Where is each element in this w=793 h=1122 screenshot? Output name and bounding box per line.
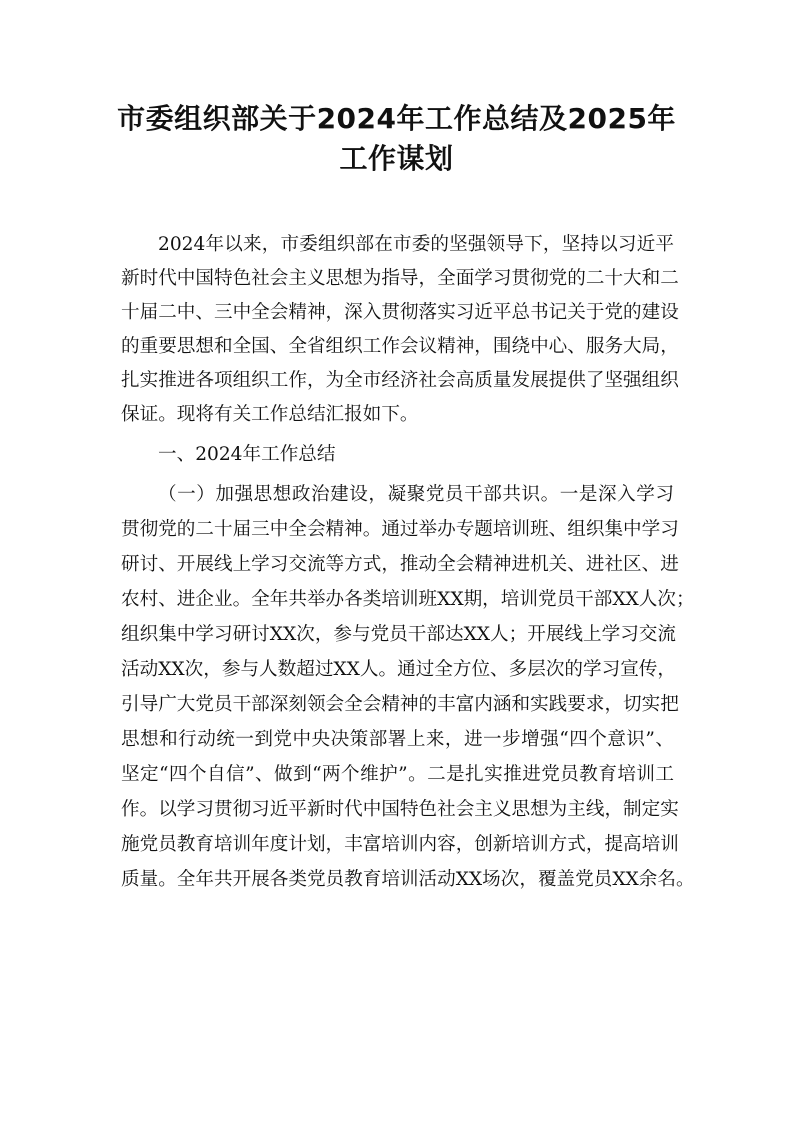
- document-title-line-2: 工作谋划: [339, 142, 454, 175]
- paragraph-1-line-5: 扎实推进各项组织工作，为全市经济社会高质量发展提供了坚强组织: [121, 370, 679, 391]
- paragraph-2-line-1: （一）加强思想政治建设，凝聚党员干部共识。一是深入学习: [158, 484, 674, 505]
- paragraph-2-line-4: 农村、进企业。全年共举办各类培训班XX期，培训党员干部XX人次；: [121, 589, 695, 610]
- paragraph-2-line-9: 坚定“四个自信”、做到“两个维护”。二是扎实推进党员教育培训工: [121, 764, 674, 785]
- document-title-line-1: 市委组织部关于2024年工作总结及2025年: [117, 102, 676, 135]
- paragraph-2-line-5: 组织集中学习研讨XX次，参与党员干部达XX人；开展线上学习交流: [121, 624, 676, 645]
- paragraph-2-line-8: 思想和行动统一到党中央决策部署上来，进一步增强“四个意识”、: [121, 729, 674, 750]
- paragraph-1-line-6: 保证。现将有关工作总结汇报如下。: [121, 404, 419, 425]
- paragraph-2-line-10: 作。以学习贯彻习近平新时代中国特色社会主义思想为主线，制定实: [121, 799, 679, 820]
- section-1-heading: 一、2024年工作总结: [158, 444, 336, 465]
- paragraph-1-line-2: 新时代中国特色社会主义思想为指导，全面学习贯彻党的二十大和二: [121, 268, 679, 289]
- paragraph-1-line-4: 的重要思想和全国、全省组织工作会议精神，围绕中心、服务大局，: [121, 336, 679, 357]
- paragraph-1-line-3: 十届二中、三中全会精神，深入贯彻落实习近平总书记关于党的建设: [121, 302, 679, 323]
- paragraph-2-line-11: 施党员教育培训年度计划，丰富培训内容，创新培训方式，提高培训: [121, 834, 679, 855]
- paragraph-2-line-6: 活动XX次，参与人数超过XX人。通过全方位、多层次的学习宣传，: [121, 659, 676, 680]
- paragraph-1-line-1: 2024年以来，市委组织部在市委的坚强领导下，坚持以习近平: [158, 234, 674, 255]
- paragraph-2-line-12: 质量。全年共开展各类党员教育培训活动XX场次，覆盖党员XX余名。: [121, 869, 695, 890]
- paragraph-2-line-2: 贯彻党的二十届三中全会精神。通过举办专题培训班、组织集中学习: [121, 519, 679, 540]
- paragraph-2-line-7: 引导广大党员干部深刻领会全会精神的丰富内涵和实践要求，切实把: [121, 694, 679, 715]
- paragraph-2-line-3: 研讨、开展线上学习交流等方式，推动全会精神进机关、进社区、进: [121, 554, 679, 575]
